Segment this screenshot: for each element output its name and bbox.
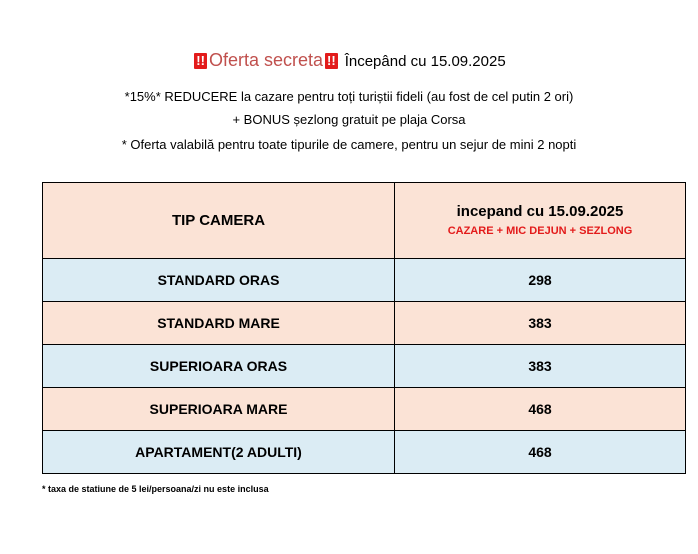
double-exclamation-icon: !!: [327, 53, 336, 68]
offer-title-line: [0, 48, 698, 74]
price-header-includes: CAZARE + MIC DEJUN + SEZLONG: [447, 225, 633, 237]
table-row: [43, 302, 686, 345]
validity-text: * Oferta valabilă pentru toate tipurile de camere, pentru un sejur de mini 2 nopti: [121, 137, 577, 152]
bonus-text: + BONUS șezlong gratuit pe plaja Corsa: [232, 112, 466, 127]
tax-footnote: * taxa de statiune de 5 lei/persoana/zi nu este inclusa: [42, 484, 269, 494]
price-cell: 468: [395, 431, 686, 474]
room-type-cell: APARTAMENT(2 ADULTI): [43, 431, 395, 474]
price-cell: 468: [395, 388, 686, 431]
price-cell: 383: [395, 302, 686, 345]
room-type-cell: SUPERIOARA ORAS: [43, 345, 395, 388]
room-type-header: TIP CAMERA: [43, 183, 395, 259]
double-exclamation-icon: !!: [196, 53, 205, 68]
price-cell: 383: [395, 345, 686, 388]
offer-start-date: Începând cu 15.09.2025: [344, 53, 506, 70]
table-row: [43, 259, 686, 302]
price-header: [395, 183, 686, 259]
table-row: [43, 345, 686, 388]
discount-text: *15%* REDUCERE la cazare pentru toți turiștii fideli (au fost de cel putin 2 ori): [124, 89, 574, 104]
offer-title: Oferta secreta: [208, 50, 324, 70]
table-row: [43, 431, 686, 474]
room-type-cell: STANDARD MARE: [43, 302, 395, 345]
price-table: [42, 182, 686, 474]
room-type-cell: SUPERIOARA MARE: [43, 388, 395, 431]
table-row: [43, 388, 686, 431]
table-header-row: [43, 183, 686, 259]
room-type-cell: STANDARD ORAS: [43, 259, 395, 302]
price-header-date: incepand cu 15.09.2025: [456, 203, 624, 220]
price-cell: 298: [395, 259, 686, 302]
